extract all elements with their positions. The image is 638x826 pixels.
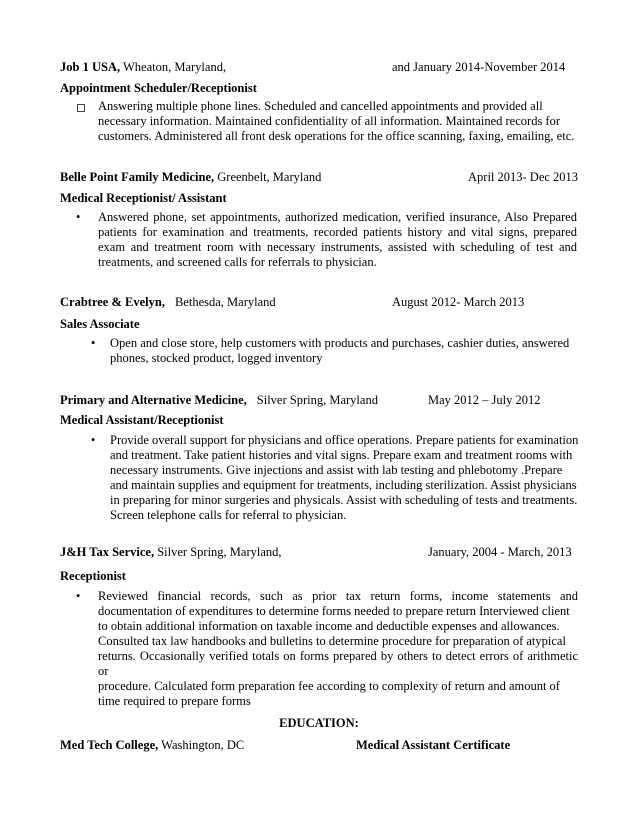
bullet: • (76, 210, 81, 224)
job-location: Bethesda, Maryland (174, 295, 276, 309)
job-location: Wheaton, Maryland, (120, 60, 227, 74)
job-dates: and January 2014-November 2014 (392, 60, 566, 74)
education-credential: Medical Assistant Certificate (356, 738, 511, 752)
job-dates: August 2012- March 2013 (392, 295, 525, 309)
job-title: Medical Assistant/Receptionist (60, 413, 224, 427)
job-description: Reviewed financial records, such as prior tax return forms, income statements and documentation of expenditures to determine forms needed to prepare return Interviewed client to obtain additional information on taxable income and deductible expenses and allowances. Consulted tax law handbooks and bulletins to determine procedure for preparation of atypical returns. Occasionally verified totals on forms prepared by others to detect errors of arithmetic or procedure. Calculated form preparation fee according to complexity of return and amount of time required to prepare forms (98, 589, 578, 708)
job-header (60, 170, 321, 185)
job-description: Open and close store, help customers with products and purchases, cashier duties, answered phones, stocked product, logged inventory (110, 336, 570, 365)
employer-name: Job 1 USA, (60, 60, 121, 74)
bullet-box-icon (77, 101, 85, 116)
job-dates: January, 2004 - March, 2013 (428, 545, 572, 559)
job-description: Answering multiple phone lines. Scheduled and cancelled appointments and provided all necessary information. Maintained confidentiality of all information. Maintained records for customers. Administered all front desk operations for the office scanning, faxing, emailing, etc. (98, 99, 575, 143)
job-dates: April 2013- Dec 2013 (468, 170, 579, 184)
education-school (60, 738, 244, 753)
bullet: • (91, 433, 96, 447)
job-location: Greenbelt, Maryland (214, 170, 322, 184)
education-heading: EDUCATION: (279, 716, 359, 730)
job-title: Appointment Scheduler/Receptionist (60, 81, 257, 95)
employer-name: Primary and Alternative Medicine, (60, 393, 247, 407)
job-title: Sales Associate (60, 317, 140, 331)
bullet: • (91, 336, 96, 350)
job-location: Silver Spring, Maryland, (154, 545, 282, 559)
job-header (60, 60, 226, 75)
employer-name: J&H Tax Service, (60, 545, 155, 559)
job-location: Silver Spring, Maryland (256, 393, 378, 407)
employer-name: Belle Point Family Medicine, (60, 170, 215, 184)
school-name: Med Tech College, (60, 738, 159, 752)
school-location: Washington, DC (158, 738, 245, 752)
job-description: Provide overall support for physicians and office operations. Prepare patients for examination and treatment. Take patient histories and vital signs. Prepare exam and treatment rooms with necessary instruments. Give injections and assist with lab testing and phlebotomy .Prepare and maintain supplies and equipment for treatments, including sterilization. Assist physicians in preparing for minor surgeries and physicals. Assist with scheduling of tests and treatments. Screen telephone calls for referral to physician. (110, 433, 579, 522)
job-description: Answered phone, set appointments, authorized medication, verified insurance, Also Prepared patients for examination and treatments, recorded patients history and vital signs, prepared exam and treatment room with necessary instruments, assisted with scheduling of test and treatments, and screened calls for referrals to physician. (98, 210, 577, 269)
job-title: Medical Receptionist/ Assistant (60, 191, 227, 205)
job-header (60, 295, 276, 310)
job-header (60, 545, 282, 560)
job-dates: May 2012 – July 2012 (428, 393, 541, 407)
job-title: Receptionist (60, 569, 126, 583)
employer-name: Crabtree & Evelyn, (60, 295, 165, 309)
job-header (60, 393, 378, 408)
bullet: • (76, 589, 81, 603)
